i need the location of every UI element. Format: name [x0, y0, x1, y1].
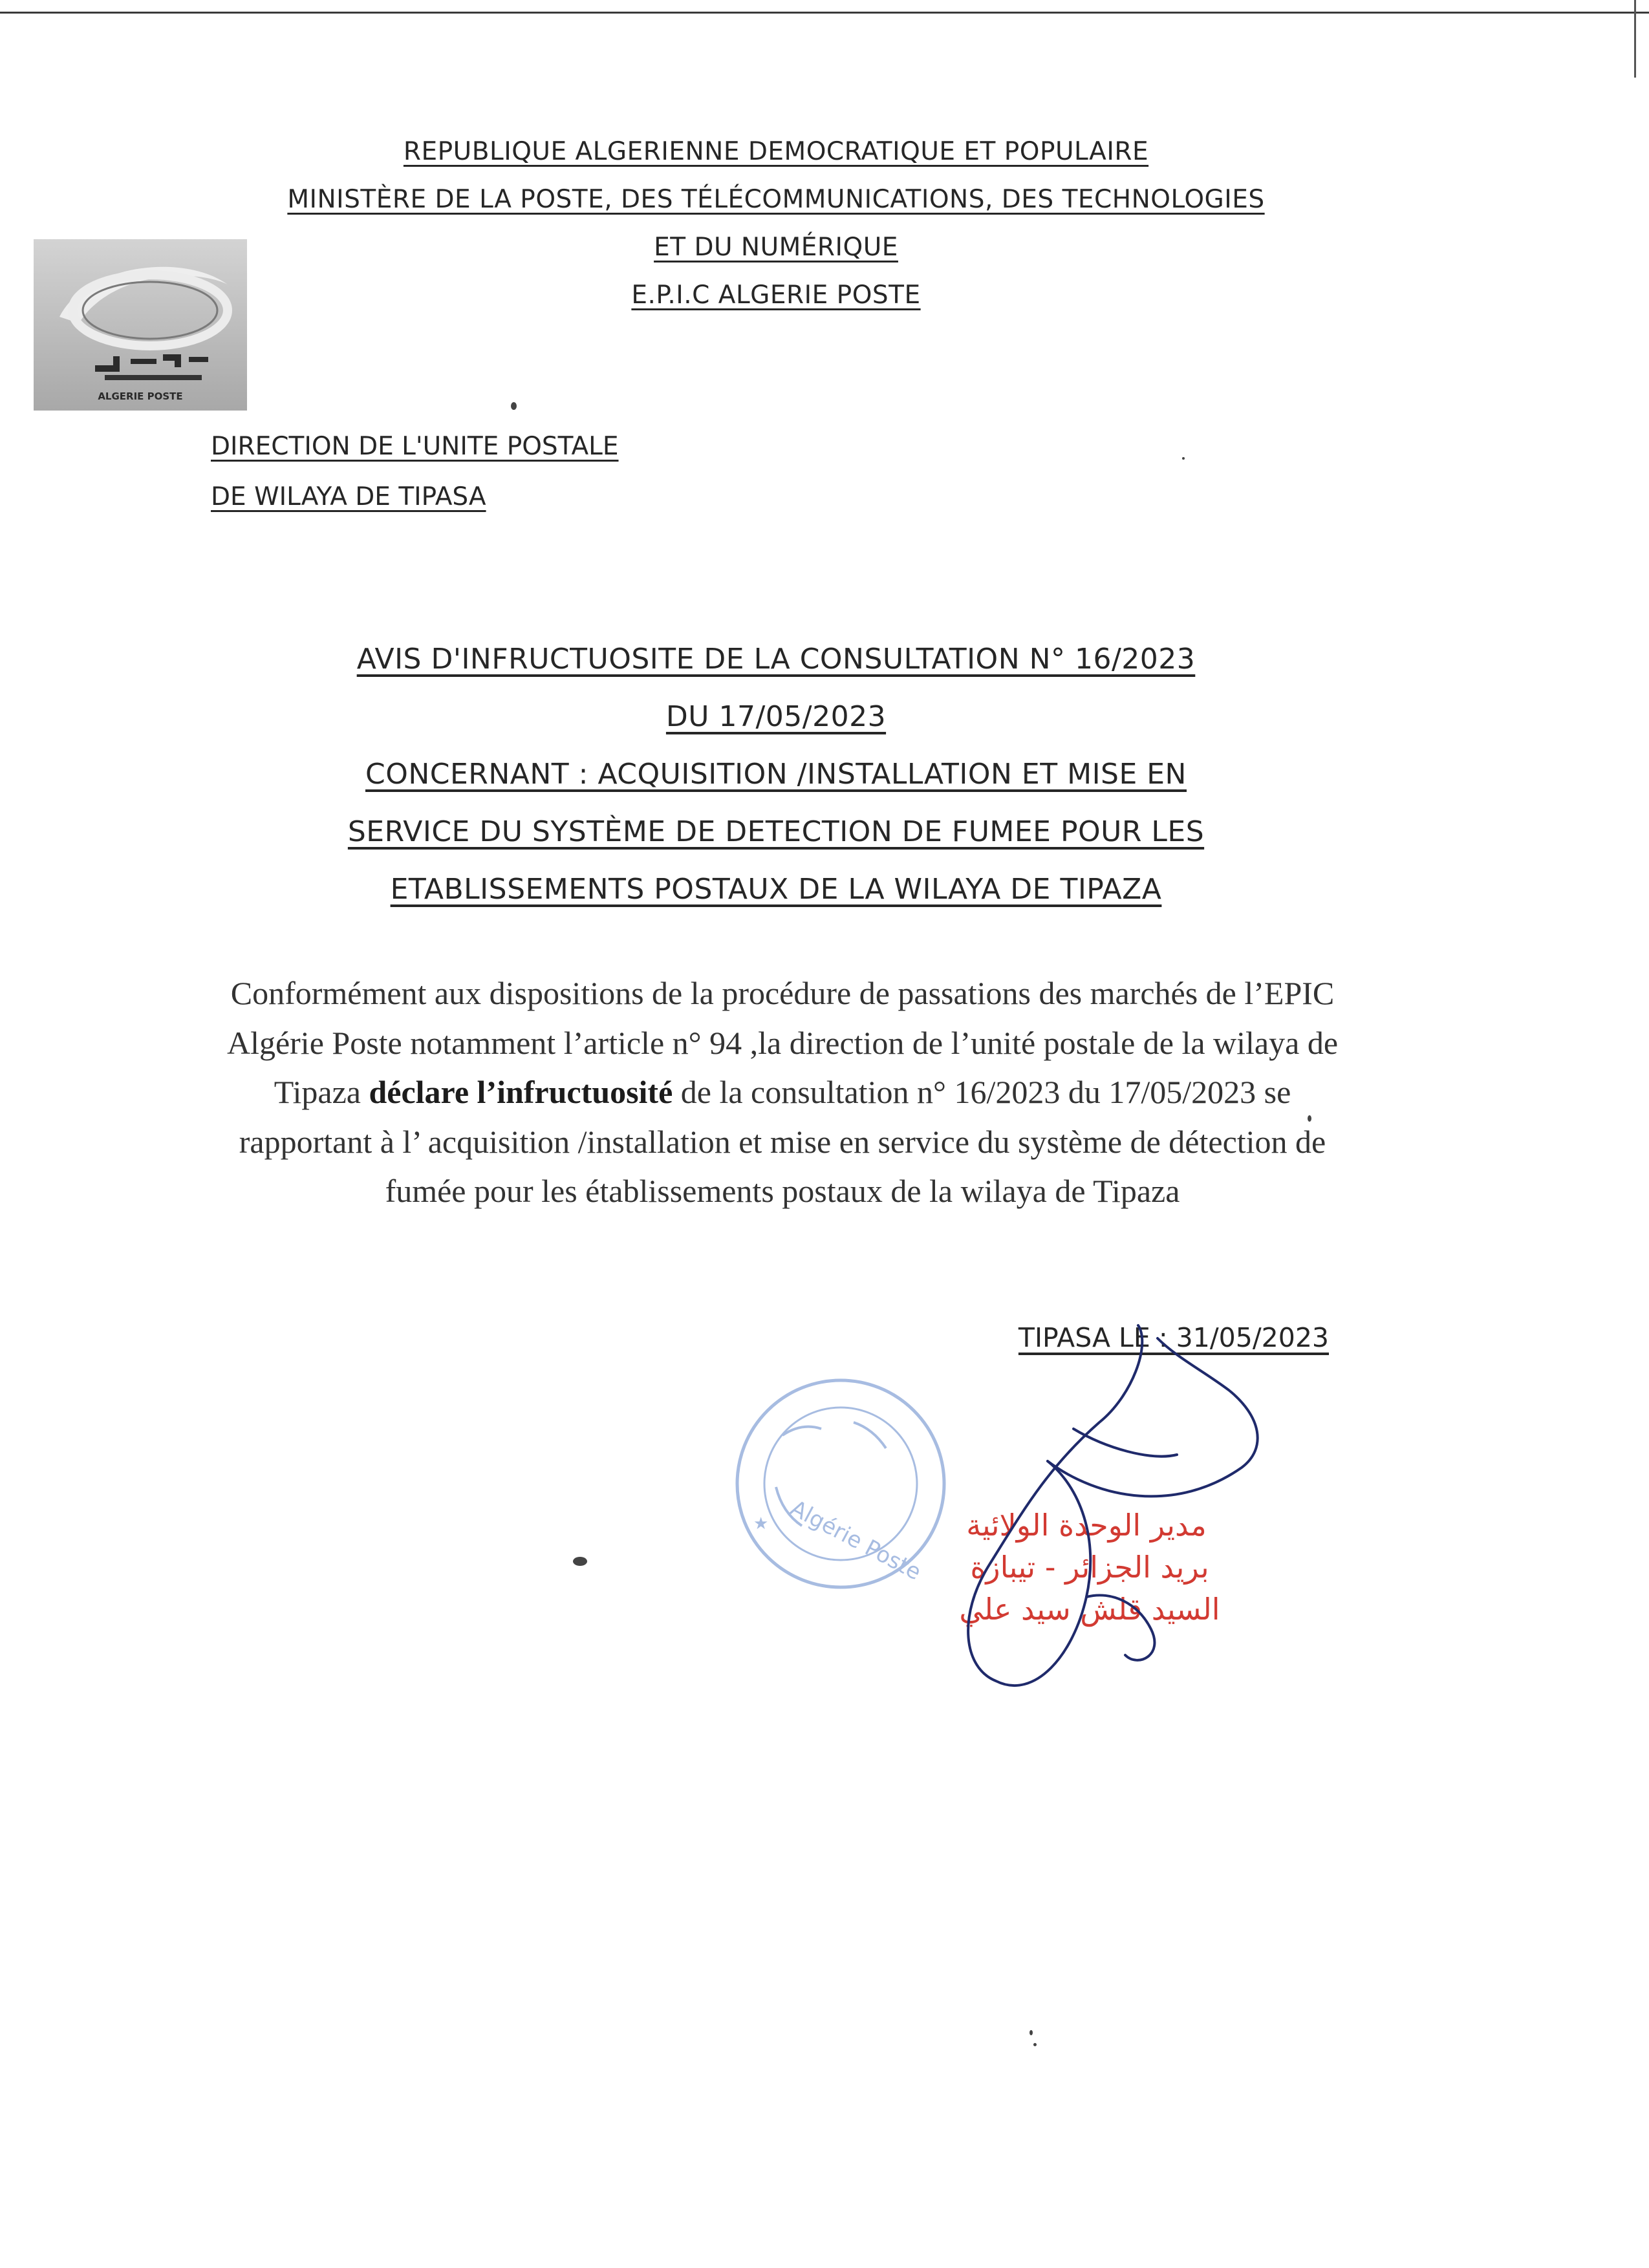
scan-speck — [511, 402, 517, 410]
stamp-caption: Algérie Poste — [786, 1495, 925, 1586]
arabic-signatory-name: السيد قلش سيد علي — [959, 1592, 1220, 1627]
notice-title-line-4: SERVICE DU SYSTÈME DE DETECTION DE FUMEE POUR LES — [347, 815, 1205, 848]
arabic-director-title: مدير الوحدة الولائية — [966, 1508, 1207, 1543]
direction-header — [211, 422, 793, 522]
notice-title-line-2: DU 17/05/2023 — [665, 700, 887, 733]
stamp-and-signature — [685, 1319, 1280, 1733]
direction-line-1: DIRECTION DE L'UNITE POSTALE — [211, 432, 619, 461]
document-header — [194, 128, 1358, 319]
scan-speck — [1182, 457, 1185, 460]
algerie-poste-logo — [34, 239, 247, 411]
body-paragraph — [220, 968, 1345, 1216]
body-text-bold: déclare l’infructuosité — [369, 1074, 673, 1110]
notice-title — [194, 630, 1358, 918]
header-epic: E.P.I.C ALGERIE POSTE — [631, 281, 921, 310]
body-text-start: Conformément aux dispositions de la procédure de passations des marchés de l’EPIC Algérie Poste notamment l’article n° 94 ,la direction de l’unité postale de la wilaya de Tipaza — [226, 975, 1339, 1110]
official-stamp — [737, 1380, 944, 1587]
body-text-end: de la consultation n° 16/2023 du 17/05/2023 se rapportant à l’ acquisition /installation et mise en service du système de détection de fumée pour les établissements postaux de la wilaya de Tipaza — [239, 1074, 1326, 1209]
stamp-star-icon: ★ — [753, 1514, 769, 1533]
handwritten-signature — [968, 1325, 1258, 1685]
arabic-office-name: بريد الجزائر - تيبازة — [970, 1550, 1209, 1585]
header-ministry: MINISTÈRE DE LA POSTE, DES TÉLÉCOMMUNICATIONS, DES TECHNOLOGIES — [287, 185, 1265, 214]
header-republic: REPUBLIQUE ALGERIENNE DEMOCRATIQUE ET POPULAIRE — [403, 137, 1149, 166]
scan-speck — [1029, 2030, 1033, 2035]
scan-speck — [1033, 2043, 1037, 2046]
scan-speck — [573, 1557, 587, 1566]
notice-title-line-3: CONCERNANT : ACQUISITION /INSTALLATION ET MISE EN — [365, 758, 1187, 791]
notice-title-line-5: ETABLISSEMENTS POSTAUX DE LA WILAYA DE TIPAZA — [390, 873, 1162, 906]
scan-edge-right — [1634, 0, 1636, 78]
scan-edge-top — [0, 12, 1649, 14]
logo-caption: ALGERIE POSTE — [98, 390, 183, 402]
header-ministry-cont: ET DU NUMÉRIQUE — [654, 233, 898, 262]
notice-title-line-1: AVIS D'INFRUCTUOSITE DE LA CONSULTATION N° 16/2023 — [356, 643, 1196, 676]
direction-line-2: DE WILAYA DE TIPASA — [211, 482, 486, 511]
signature-date: TIPASA LE : 31/05/2023 — [1018, 1322, 1329, 1353]
scan-speck — [1308, 1115, 1311, 1122]
